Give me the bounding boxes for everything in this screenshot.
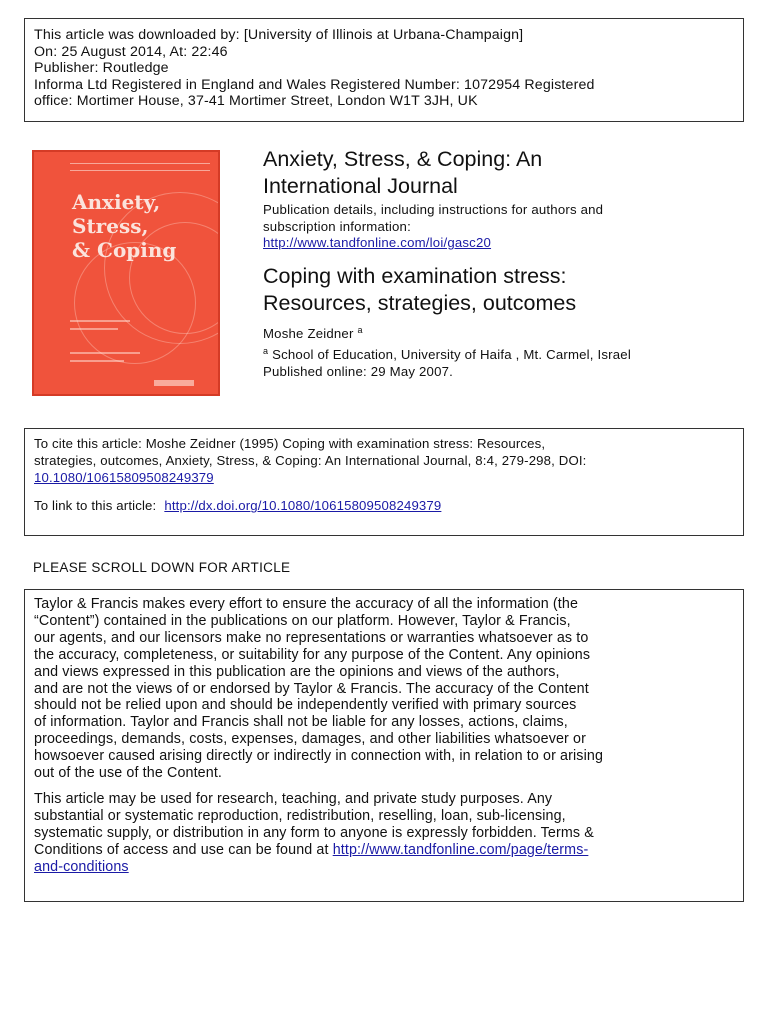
disclaimer-paragraph-2 <box>34 791 734 876</box>
disclaimer-line: the accuracy, completeness, or suitability for any purpose of the Content. Any opinions <box>34 646 591 663</box>
terms-prefix: Conditions of access and use can be found at <box>34 841 333 858</box>
cover-title <box>72 190 220 262</box>
cover-title-line: Anxiety, <box>72 190 161 214</box>
disclaimer-line: our agents, and our licensors make no representations or warranties whatsoever as to <box>34 629 589 646</box>
disclaimer-line: Taylor & Francis makes every effort to ensure the accuracy of all the information (the <box>34 596 579 612</box>
disclaimer-line: and are not the views of or endorsed by Taylor & Francis. The accuracy of the Content <box>34 680 589 697</box>
cover-header-bar <box>70 163 210 171</box>
disclaimer-line: proceedings, demands, costs, expenses, damages, and other liabilities whatsoever or <box>34 731 586 748</box>
citation-box <box>24 428 744 536</box>
author-name: Moshe Zeidner <box>263 326 354 341</box>
journal-cover-image <box>32 150 220 396</box>
cover-fine-print <box>70 352 140 354</box>
disclaimer-line: This article may be used for research, teaching, and private study purposes. Any <box>34 790 553 807</box>
cover-fine-print <box>70 320 130 322</box>
disclaimer-line: substantial or systematic reproduction, redistribution, reselling, loan, sub-licensing, <box>34 807 566 824</box>
disclaimer-line <box>34 842 734 859</box>
scroll-down-notice: PLEASE SCROLL DOWN FOR ARTICLE <box>33 560 291 575</box>
author-line <box>263 322 743 343</box>
disclaimer-line: should not be relied upon and should be independently verified with primary sources <box>34 697 577 714</box>
download-info-box <box>24 18 744 122</box>
terms-link-continued[interactable]: and-conditions <box>34 858 129 875</box>
disclaimer-line: howsoever caused arising directly or indirectly in connection with, in relation to or arising <box>34 748 604 765</box>
affiliation-marker: a <box>263 346 269 356</box>
publisher-line: Publisher: Routledge <box>34 60 169 77</box>
cover-title-line: & Coping <box>72 238 177 262</box>
journal-title-line: International Journal <box>263 174 458 198</box>
details-line: Publication details, including instructions for authors and <box>263 202 604 217</box>
citation-line: To cite this article: Moshe Zeidner (1995) Coping with examination stress: Resources, <box>34 436 546 451</box>
registration-line: Informa Ltd Registered in England and Wales Registered Number: 1072954 Registered <box>34 76 595 93</box>
disclaimer-line: of information. Taylor and Francis shall not be liable for any losses, actions, claims, <box>34 714 568 731</box>
cover-fine-print <box>70 328 118 330</box>
journal-title-line: Anxiety, Stress, & Coping: An <box>263 147 543 171</box>
link-label: To link to this article: <box>34 498 157 514</box>
author-affiliation-marker: a <box>357 325 363 335</box>
journal-title <box>263 146 743 200</box>
article-title-line: Resources, strategies, outcomes <box>263 291 577 315</box>
article-link-row <box>34 498 734 515</box>
cover-title-line: Stress, <box>72 214 149 238</box>
download-line: This article was downloaded by: [University of Illinois at Urbana-Champaign] <box>34 27 524 43</box>
disclaimer-line: and views expressed in this publication are the opinions and views of the authors, <box>34 663 560 680</box>
citation-line: strategies, outcomes, Anxiety, Stress, & Coping: An International Journal, 8:4, 279-298, DOI: <box>34 452 587 468</box>
cover-fine-print <box>70 360 124 362</box>
article-title-line: Coping with examination stress: <box>263 264 567 288</box>
article-url-link[interactable]: http://dx.doi.org/10.1080/10615809508249379 <box>164 498 442 514</box>
disclaimer-line: out of the use of the Content. <box>34 765 223 782</box>
published-date: Published online: 29 May 2007. <box>263 364 454 379</box>
publication-details <box>263 202 743 252</box>
office-line: office: Mortimer House, 37-41 Mortimer Street, London W1T 3JH, UK <box>34 93 478 110</box>
publisher-logo <box>154 380 194 386</box>
doi-link[interactable]: 10.1080/10615809508249379 <box>34 469 214 485</box>
article-title <box>263 263 743 317</box>
disclaimer-line: “Content”) contained in the publications on our platform. However, Taylor & Francis, <box>34 612 571 629</box>
journal-url-link[interactable]: http://www.tandfonline.com/loi/gasc20 <box>263 235 492 250</box>
details-line: subscription information: <box>263 218 411 234</box>
affiliation-block <box>263 343 743 380</box>
disclaimer-box <box>24 589 744 902</box>
terms-link[interactable]: http://www.tandfonline.com/page/terms- <box>332 841 589 858</box>
affiliation-text: School of Education, University of Haifa , Mt. Carmel, Israel <box>272 347 631 362</box>
disclaimer-line: systematic supply, or distribution in any form to anyone is expressly forbidden. Terms & <box>34 824 594 841</box>
disclaimer-paragraph-1 <box>34 596 734 782</box>
download-date-line: On: 25 August 2014, At: 22:46 <box>34 43 228 60</box>
